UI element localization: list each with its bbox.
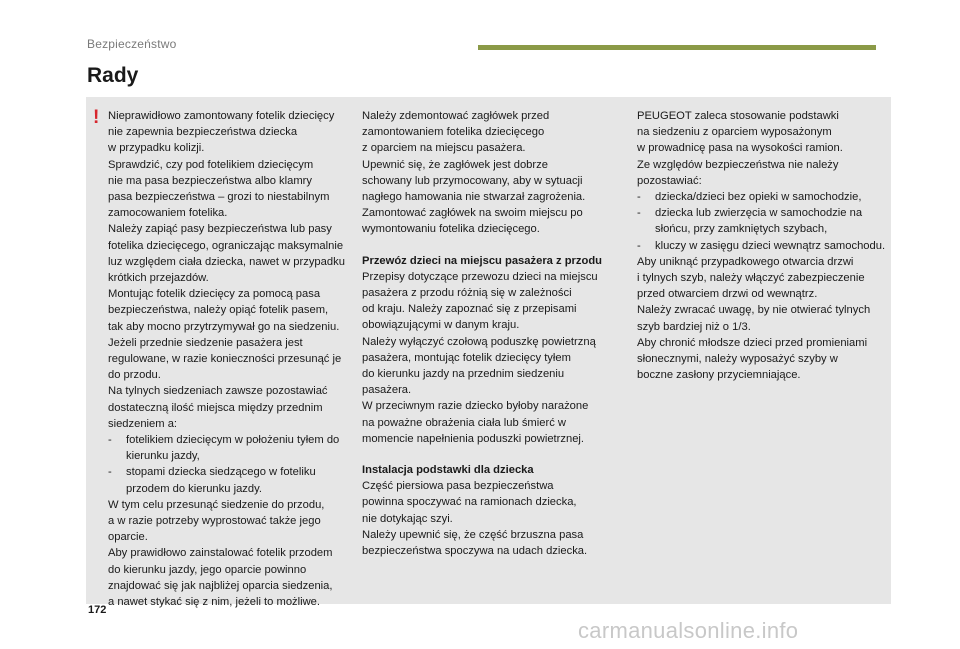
column-2-section-1 xyxy=(362,269,612,447)
column-2-intro xyxy=(362,108,612,238)
text-line: Na tylnych siedzeniach zawsze pozostawiać xyxy=(108,385,328,398)
text-line: Aby prawidłowo zainstalować fotelik przodem xyxy=(108,547,333,560)
text-line: pasa bezpieczeństwa – grozi to niestabilnym xyxy=(108,191,330,204)
text-line: do kierunku jazdy, jego oparcie powinno xyxy=(108,563,307,576)
text-line: a w razie potrzeby wyprostować także jego xyxy=(108,515,321,528)
text-line: szyb bardziej niż o 1/3. xyxy=(637,320,751,333)
section-title-front-passenger: Przewóz dzieci na miejscu pasażera z przodu xyxy=(362,254,602,267)
column-2-section-2 xyxy=(362,478,612,559)
text-line: Aby chronić młodsze dzieci przed promieniami xyxy=(637,336,868,349)
text-line: dostateczną ilość miejsca między przednim xyxy=(108,401,323,414)
text-line: z oparciem na miejscu pasażera. xyxy=(362,142,526,155)
text-line: powinna spoczywać na ramionach dziecka, xyxy=(362,496,577,509)
text-line: Przepisy dotyczące przewozu dzieci na miejscu xyxy=(362,270,598,283)
text-line: fotelika dziecięcego, ograniczając maksymalnie xyxy=(108,239,344,252)
text-line: oparcie. xyxy=(108,531,148,544)
list-item: - kluczy w zasięgu dzieci wewnątrz samochodu. xyxy=(637,238,887,254)
text-line: do kierunku jazdy na przednim siedzeniu xyxy=(362,368,565,381)
section-title-booster-seat: Instalacja podstawki dla dziecka xyxy=(362,464,534,477)
text-line: pasażera. xyxy=(362,384,412,397)
text-line: Należy zdemontować zagłówek przed xyxy=(362,110,550,122)
text-line: nie ma pasa bezpieczeństwa albo klamry xyxy=(108,174,312,187)
text-line: Należy zwracać uwagę, by nie otwierać tylnych xyxy=(637,304,871,317)
text-line: znajdować się jak najbliżej oparcia siedzenia, xyxy=(108,579,333,592)
text-line: bezpieczeństwa spoczywa na udach dziecka. xyxy=(362,545,588,558)
text-line: W tym celu przesunąć siedzenie do przodu, xyxy=(108,498,325,511)
text-line: krótkich przejazdów. xyxy=(108,272,209,285)
text-line: Część piersiowa pasa bezpieczeństwa xyxy=(362,480,554,493)
text-line: słonecznymi, należy wyposażyć szyby w xyxy=(637,353,838,366)
text-line: obowiązującymi w danym kraju. xyxy=(362,319,520,332)
text-line: W przeciwnym razie dziecko byłoby narażone xyxy=(362,400,589,413)
column-1-bullets xyxy=(108,432,358,497)
column-1 xyxy=(108,108,358,610)
column-3-text-after xyxy=(637,254,887,384)
column-3 xyxy=(637,108,887,383)
text-line: Jeżeli przednie siedzenie pasażera jest xyxy=(108,336,303,349)
text-line: pasażera, montując fotelik dziecięcy tyłem xyxy=(362,351,571,364)
text-line: Nieprawidłowo zamontowany fotelik dziecięcy xyxy=(108,110,335,122)
page-title: Rady xyxy=(87,64,139,87)
text-line: nie zapewnia bezpieczeństwa dziecka xyxy=(108,126,298,139)
text-line: Upewnić się, że zagłówek jest dobrze xyxy=(362,158,548,171)
text-line: nie dotykając szyi. xyxy=(362,512,453,525)
text-line: siedzeniem a: xyxy=(108,417,178,430)
page-number: 172 xyxy=(88,604,107,616)
text-line: Należy wyłączyć czołową poduszkę powietrzną xyxy=(362,335,596,348)
text-line: zamontowaniem fotelika dziecięcego xyxy=(362,126,545,139)
text-line: od kraju. Należy zapoznać się z przepisami xyxy=(362,303,577,316)
list-item: - fotelikiem dziecięcym w położeniu tyłem do kierunku jazdy, xyxy=(108,432,358,464)
column-1-text-after xyxy=(108,497,358,610)
column-1-text xyxy=(108,108,358,432)
text-line: tak aby mocno przytrzymywał go na siedzeniu. xyxy=(108,320,340,333)
text-line: na poważne obrażenia ciała lub śmierć w xyxy=(362,416,566,429)
text-line: a nawet stykać się z nim, jeżeli to możliwe. xyxy=(108,596,321,609)
text-line: momencie napełnienia poduszki powietrznej. xyxy=(362,432,585,445)
text-line: luz względem ciała dziecka, nawet w przypadku xyxy=(108,255,345,268)
text-line: nagłego hamowania nie stwarzał zagrożenia. xyxy=(362,191,586,204)
text-line: Montując fotelik dziecięcy za pomocą pasa xyxy=(108,288,321,301)
text-line: bezpieczeństwa, należy opiąć fotelik pasem, xyxy=(108,304,329,317)
text-line: do przodu. xyxy=(108,369,161,382)
section-label: Bezpieczeństwo xyxy=(87,37,177,51)
text-line: w prowadnicę pasa na wysokości ramion. xyxy=(637,142,843,155)
text-line: schowany lub przymocowany, aby w sytuacji xyxy=(362,174,583,187)
text-line: Aby uniknąć przypadkowego otwarcia drzwi xyxy=(637,255,854,268)
text-line: Zamontować zagłówek na swoim miejscu po xyxy=(362,207,583,220)
text-line: PEUGEOT zaleca stosowanie podstawki xyxy=(637,110,839,122)
text-line: Ze względów bezpieczeństwa nie należy xyxy=(637,158,839,171)
text-line: i tylnych szyb, należy włączyć zabezpieczenie xyxy=(637,272,865,285)
text-line: Należy zapiąć pasy bezpieczeństwa lub pasy xyxy=(108,223,332,236)
text-line: na siedzeniu z oparciem wyposażonym xyxy=(637,126,832,139)
watermark: carmanualsonline.info xyxy=(578,618,799,643)
column-3-bullets xyxy=(637,189,887,254)
text-line: Sprawdzić, czy pod fotelikiem dziecięcym xyxy=(108,158,314,171)
text-line: w przypadku kolizji. xyxy=(108,142,205,155)
list-item: - dziecka lub zwierzęcia w samochodzie na słońcu, przy zamkniętych szybach, xyxy=(637,205,887,237)
column-2 xyxy=(362,108,612,559)
text-line: pasażera z przodu różnią się w zależności xyxy=(362,287,572,300)
column-3-intro xyxy=(637,108,887,189)
text-line: pozostawiać: xyxy=(637,174,702,187)
text-line: Należy upewnić się, że część brzuszna pasa xyxy=(362,528,584,541)
list-item: - stopami dziecka siedzącego w foteliku przodem do kierunku jazdy. xyxy=(108,464,358,496)
text-line: boczne zasłony przyciemniające. xyxy=(637,369,801,382)
header-rule xyxy=(478,45,876,50)
text-line: wymontowaniu fotelika dziecięcego. xyxy=(362,223,540,236)
warning-icon: ! xyxy=(93,107,100,128)
text-line: przed otwarciem drzwi od wewnątrz. xyxy=(637,288,818,301)
text-line: zamocowaniem fotelika. xyxy=(108,207,228,220)
list-item: - dziecka/dzieci bez opieki w samochodzie, xyxy=(637,189,887,205)
text-line: regulowane, w razie konieczności przesunąć je xyxy=(108,353,342,366)
